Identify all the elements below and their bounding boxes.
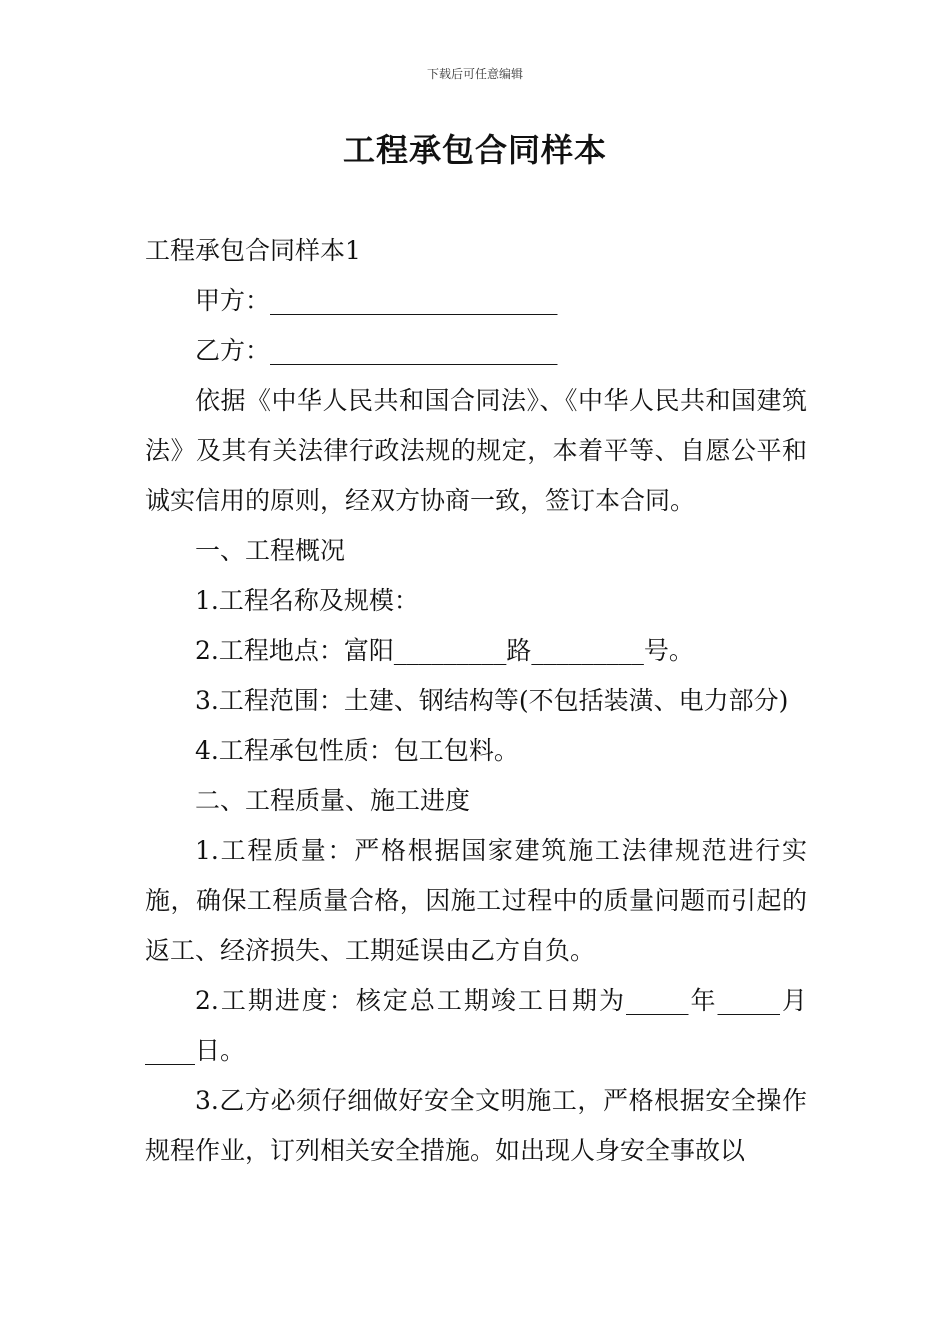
paragraph: 一、工程概况 [195, 536, 346, 565]
paragraph: 1.工程名称及规模： [195, 586, 419, 615]
paragraph: 3.乙方必须仔细做好安全文明施工，严格根据安全操作规程作业，订列相关安全措施。如出现人身安全事故以 [145, 1086, 807, 1165]
document-body [145, 226, 807, 1176]
paragraph: 4.工程承包性质：包工包料。 [195, 736, 519, 765]
paragraph: 1.工程质量：严格根据国家建筑施工法律规范进行实施，确保工程质量合格，因施工过程中的质量问题而引起的返工、经济损失、工期延误由乙方自负。 [145, 836, 807, 965]
paragraph: 3.工程范围：土建、钢结构等(不包括装潢、电力部分) [195, 686, 789, 715]
header-note: 下载后可任意编辑 [426, 67, 523, 81]
paragraph: 甲方：_______________________ [195, 286, 558, 315]
paragraph: 乙方：_______________________ [195, 336, 558, 365]
paragraph: 2.工期进度：核定总工期竣工日期为_____年_____月____日。 [145, 986, 807, 1065]
paragraph: 2.工程地点：富阳_________路_________号。 [195, 636, 694, 665]
paragraph: 工程承包合同样本1 [145, 236, 361, 265]
paragraph: 依据《中华人民共和国合同法》、《中华人民共和国建筑法》及其有关法律行政法规的规定，本着平等、自愿公平和诚实信用的原则，经双方协商一致，签订本合同。 [145, 386, 807, 515]
paragraph: 二、工程质量、施工进度 [195, 786, 471, 815]
document-title: 工程承包合同样本 [342, 131, 607, 169]
